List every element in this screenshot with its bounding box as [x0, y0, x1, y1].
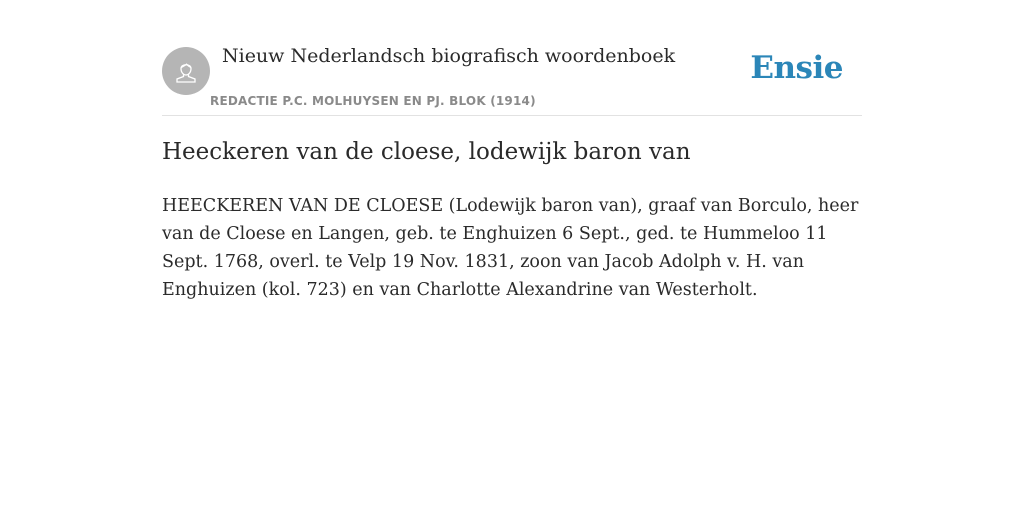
header	[162, 0, 862, 116]
avatar[interactable]	[162, 47, 210, 95]
entry-body: HEECKEREN VAN DE CLOESE (Lodewijk baron van), graaf van Borculo, heer van de Cloese en Langen, geb. te Enghuizen 6 Sept., ged. te Hummeloo 11 Sept. 1768, overl. te Velp 19 Nov. 1831, zoon van Jacob Adolph v. H. van Enghuizen (kol. 723) en van Charlotte Alexandrine van Westerholt.	[162, 196, 859, 300]
person-icon	[172, 57, 200, 85]
brand-logo[interactable]: Ensie	[750, 50, 843, 86]
book-title[interactable]: Nieuw Nederlandsch biografisch woordenboek	[222, 45, 676, 67]
editors-label: REDACTIE P.C. MOLHUYSEN EN PJ. BLOK (1914)	[210, 94, 536, 108]
entry-title: Heeckeren van de cloese, lodewijk baron van	[162, 139, 691, 165]
page	[162, 0, 862, 300]
